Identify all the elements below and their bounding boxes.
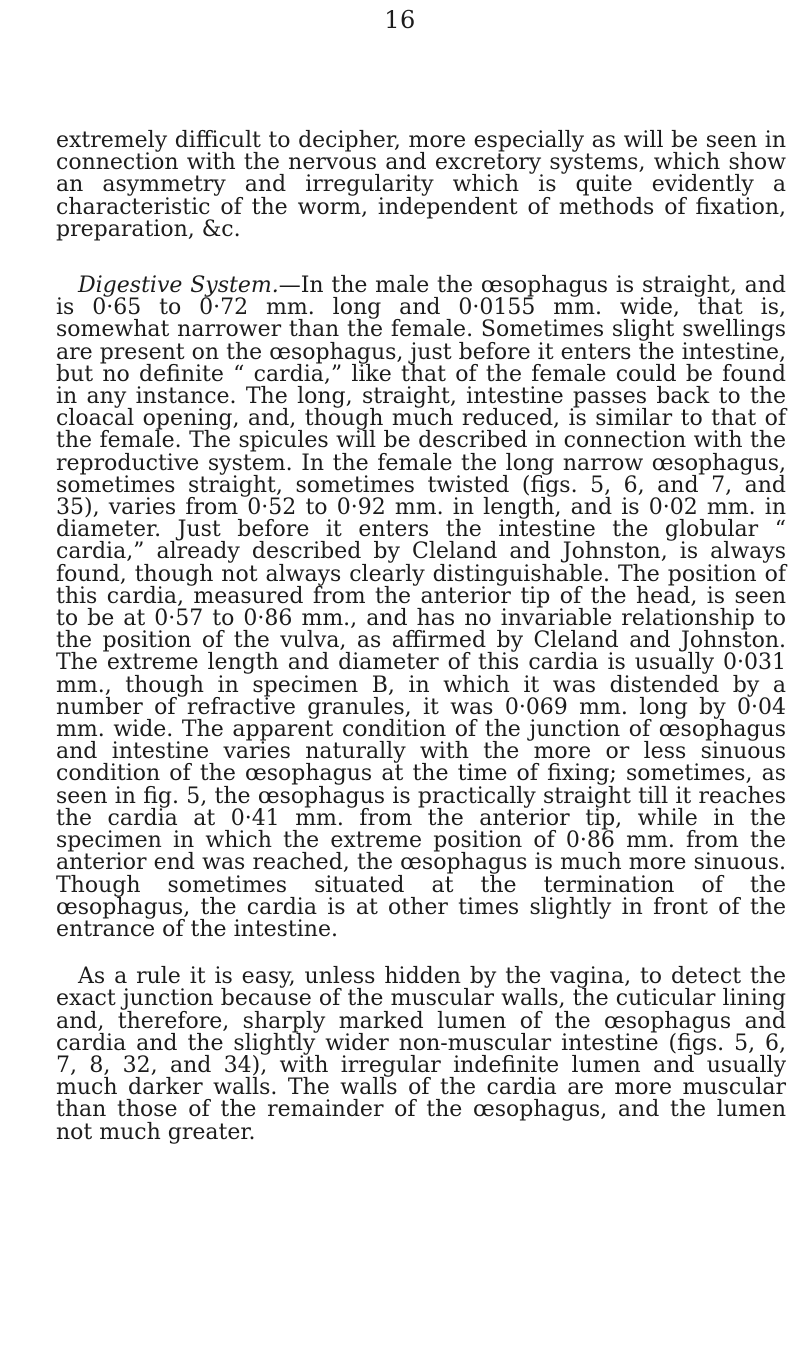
digestive-system-text: —In the male the œsophagus is straight, and is 0·65 to 0·72 mm. long and 0·0155 mm. wide, that is, somewhat narrower than the female. Sometimes slight swellings are present on the œsophagus, just before it enters the intestine, but no definite “ cardia,” like that of the female could be found in any instance. The long, straight, intestine passes back to the cloacal opening, and, though much reduced, is similar to that of the female. The spicules will be described in connection with the reproductive system. In the female the long narrow œsophagus, sometimes straight, sometimes twisted (figs. 5, 6, and 7, and 35), varies from 0·52 to 0·92 mm. in length, and is 0·02 mm. in diameter. Just before it enters the intestine the globular “ cardia,” already described by Cleland and Johnston, is always found, though not always clearly distinguishable. The position of this cardia, measured from the anterior tip of the head, is seen to be at 0·57 to 0·86 mm., and has no invariable relationship to the position of the vulva, as affirmed by Cleland and Johnston. The extreme length and diameter of this cardia is usually 0·031 mm., though in specimen B, in which it was distended by a number of refractive granules, it was 0·069 mm. long by 0·04 mm. wide. The apparent condition of the junction of œsophagus and intestine varies naturally with the more or less sinuous condition of the œsophagus at the time of fixing; sometimes, as seen in fig. 5, the œsophagus is practically straight till it reaches the cardia at 0·41 mm. from the anterior tip, while in the specimen in which the extreme position of 0·86 mm. from the anterior end was reached, the œsophagus is much more sinuous. Though sometimes situated at the termination of the œsophagus, the cardia is at other times slightly in front of the entrance of the intestine. (56, 273, 787, 942)
paragraph-junction-detection: As a rule it is easy, unless hidden by the vagina, to detect the exact junction because of the muscular walls, the cuticular lining and, therefore, sharply marked lumen of the œsophagus and cardia and the slightly wider non-muscular intestine (figs. 5, 6, 7, 8, 32, and 34), with irregular indefinite lumen and usually much darker walls. The walls of the cardia are more muscular than those of the remainder of the œsophagus, and the lumen not much greater. (56, 964, 786, 1145)
body-text (56, 130, 786, 1144)
paragraph-digestive-system (56, 275, 786, 941)
paragraph-intro: extremely difficult to decipher, more especially as will be seen in connection with the nervous and excretory systems, which show an asymmetry and irregularity which is quite evidently a characteristic of the worm, independent of methods of fixation, preparation, &c. (56, 128, 786, 242)
section-heading-digestive-system: Digestive System. (78, 273, 279, 299)
page-number: 16 (384, 6, 416, 34)
